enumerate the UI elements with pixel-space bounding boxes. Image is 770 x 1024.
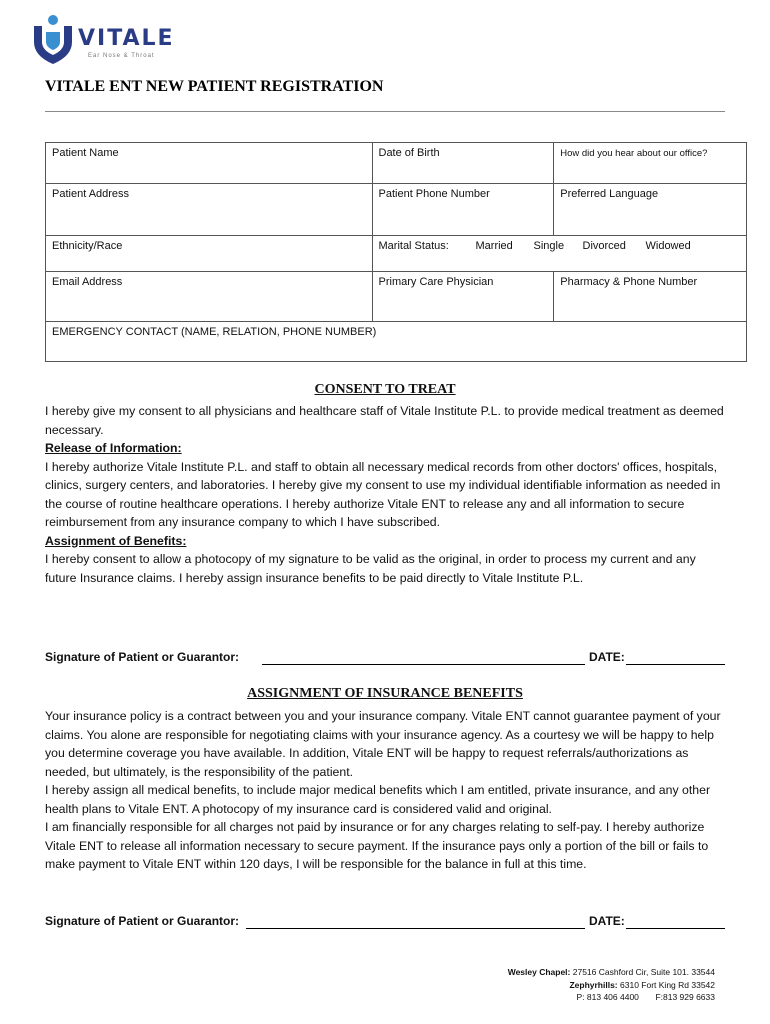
emergency-contact-label: EMERGENCY CONTACT (NAME, RELATION, PHONE NUMBER) [52, 326, 377, 338]
benefits-paragraph: I hereby consent to allow a photocopy of my signature to be valid as the original, in order to process my current and any future Insurance claims. I hereby assign insurance benefits to be paid directly to Vitale Institute P.L. [45, 552, 696, 585]
logo [30, 12, 175, 68]
insurance-paragraph-2: I hereby assign all medical benefits, to include major medical benefits which I am entitled, private insurance, and any other health plans to Vitale ENT. A photocopy of my insurance card is considered valid and original. [45, 783, 711, 816]
referral-field[interactable] [554, 143, 747, 184]
email-field[interactable] [46, 272, 373, 322]
title-divider [45, 111, 725, 112]
marital-option-single[interactable]: Single [533, 240, 565, 252]
insurance-date-field[interactable] [626, 928, 725, 929]
consent-heading: CONSENT TO TREAT [314, 382, 456, 397]
footer-phone: P: 813 406 4400 [576, 992, 639, 1002]
marital-option-married[interactable]: Married [475, 240, 513, 252]
release-heading: Release of Information: [45, 441, 182, 455]
consent-signature-field[interactable] [262, 664, 585, 665]
footer-phones [395, 991, 715, 1004]
patient-name-label: Patient Name [52, 147, 119, 159]
footer-fax: F:813 929 6633 [655, 992, 715, 1002]
insurance-paragraph-1: Your insurance policy is a contract between you and your insurance company. Vitale ENT cannot guarantee payment of your claims. You alone are responsible for negotiating claims with your insurance agency. As a courtesy we will be happy to help you determine coverage you have available. In addition, Vitale ENT will be happy to request referrals/authorizations as needed, but ultimately, is the responsibility of the patient. [45, 709, 721, 779]
language-label: Preferred Language [560, 188, 659, 200]
consent-date-label: DATE: [589, 650, 625, 664]
logo-mark-icon [30, 12, 76, 66]
footer-contact [395, 966, 715, 1004]
dob-label: Date of Birth [378, 147, 440, 159]
ethnicity-field[interactable] [46, 236, 373, 272]
pharmacy-label: Pharmacy & Phone Number [560, 276, 698, 288]
consent-date-field[interactable] [626, 664, 725, 665]
ethnicity-label: Ethnicity/Race [52, 240, 123, 252]
footer-location-2-address: 6310 Fort King Rd 33542 [620, 979, 715, 990]
address-label: Patient Address [52, 188, 130, 200]
patient-name-field[interactable] [46, 143, 373, 184]
release-paragraph: I hereby authorize Vitale Institute P.L. and staff to obtain all necessary medical records from other doctors' offices, hospitals, clinics, surgery centers, and laboratories. I hereby give my consent to use my individual identifiable information as needed in the course of routine healthcare operations. I hereby authorize Vitale ENT to release any and all information to secure reimbursement from any insurance company to which I have subscribed. [45, 459, 721, 529]
footer-location-2-name: Zephyrhills: [569, 979, 618, 990]
benefits-heading: Assignment of Benefits: [45, 533, 187, 548]
insurance-paragraph-3: I am financially responsible for all charges not paid by insurance or for any charges relating to self-pay. I hereby authorize Vitale ENT to release all information necessary to secure payment. If the insurance pays only a portion of the bill or fails to make payment to Vitale ENT within 120 days, I will be responsible for the balance in full at this time. [45, 820, 709, 871]
consent-paragraph: I hereby give my consent to all physicians and healthcare staff of Vitale Institute P.L. to provide medical treatment as deemed necessary. [45, 404, 724, 437]
emergency-contact-field[interactable] [46, 322, 747, 362]
insurance-signature-label: Signature of Patient or Guarantor: [45, 914, 240, 928]
pharmacy-field[interactable] [554, 272, 747, 322]
referral-label: How did you hear about our office? [560, 148, 708, 159]
insurance-heading: ASSIGNMENT OF INSURANCE BENEFITS [247, 686, 523, 701]
footer-location-1-address: 27516 Cashford Cir, Suite 101. 33544 [572, 967, 715, 977]
logo-tagline: Ear Nose & Throat [88, 53, 155, 59]
phone-field[interactable] [372, 184, 554, 236]
consent-signature-label: Signature of Patient or Guarantor: [45, 650, 240, 664]
consent-section [45, 402, 725, 587]
address-field[interactable] [46, 184, 373, 236]
pcp-label: Primary Care Physician [378, 276, 494, 288]
insurance-signature-field[interactable] [246, 928, 585, 929]
footer-location-1-name: Wesley Chapel: [507, 967, 571, 977]
phone-label: Patient Phone Number [378, 188, 490, 200]
email-label: Email Address [52, 276, 123, 288]
registration-form [45, 142, 747, 362]
logo-name: VITALE [78, 26, 175, 51]
marital-status-field [372, 236, 747, 272]
marital-status-label: Marital Status: [378, 240, 449, 252]
footer-location-1 [395, 966, 715, 979]
insurance-date-label: DATE: [589, 914, 625, 928]
pcp-field[interactable] [372, 272, 554, 322]
footer-location-2 [395, 979, 715, 992]
page-title: VITALE ENT NEW PATIENT REGISTRATION [45, 78, 384, 95]
language-field[interactable] [554, 184, 747, 236]
insurance-section [45, 707, 725, 874]
marital-option-widowed[interactable]: Widowed [645, 240, 691, 252]
marital-option-divorced[interactable]: Divorced [582, 240, 626, 252]
dob-field[interactable] [372, 143, 554, 184]
